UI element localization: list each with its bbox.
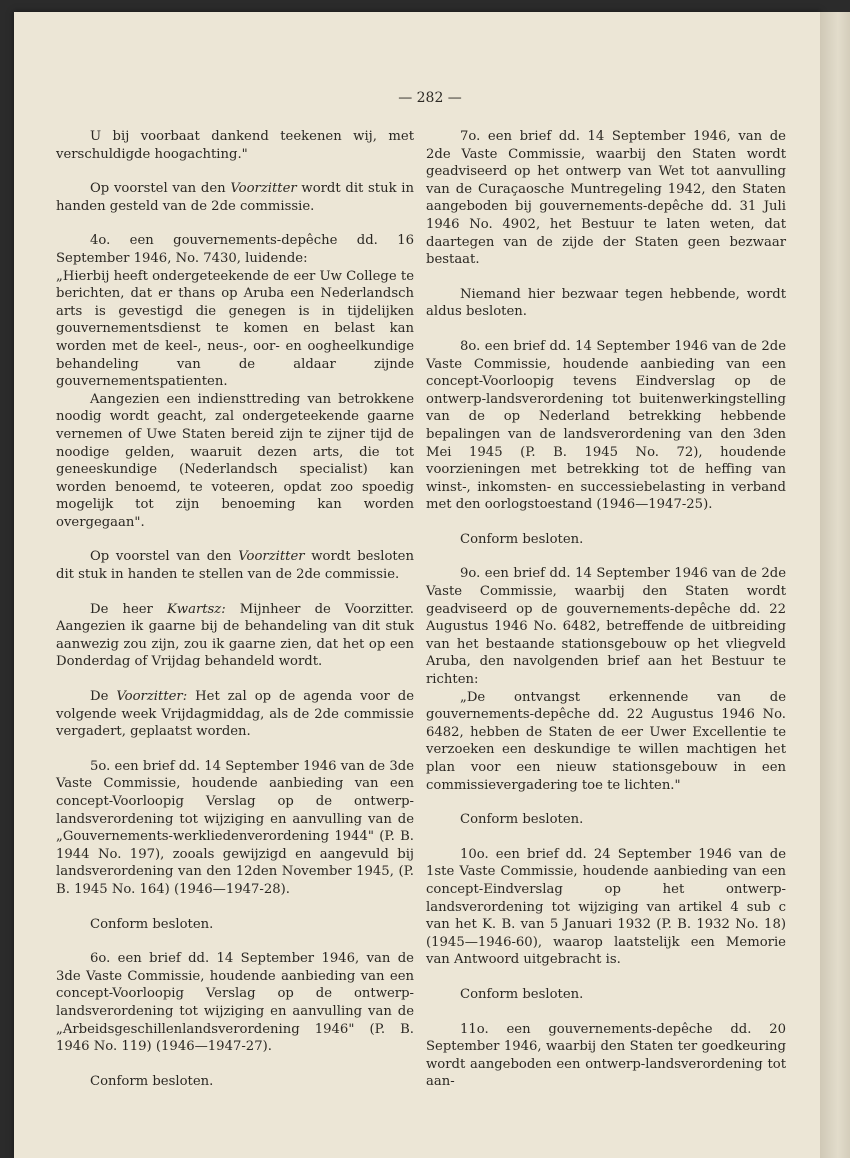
right-column (426, 128, 786, 1091)
item-5o: 5o. een brief dd. 14 September 1946 van de 3de Vaste Commissie, houdende aanbieding van een concept-Voorloopig Verslag op de ontwerp-landsverordening tot wijziging en aanvulling van de „Gouvernements-werkliedenverordening 1944" (P. B. 1944 No. 197), zooals gewijzigd en aangevuld bij landsverordening van den 12den November 1945, (P. B. 1945 No. 164) (1946—1947-28). (56, 758, 414, 897)
resolution-5o: Conform besloten. (90, 916, 214, 932)
left-column (56, 128, 414, 1090)
resolution-6o: Conform besloten. (90, 1073, 214, 1089)
item-10o: 10o. een brief dd. 24 September 1946 van de 1ste Vaste Commissie, houdende aanbieding van een concept-Eindverslag op het ontwerp-landsverordening tot wijziging van artikel 4 sub c van het K. B. van 5 Januari 1932 (P. B. 1932 No. 18) (1945—1946-60), waarop laatstelijk een Memorie van Antwoord uitgebracht is. (426, 846, 786, 968)
quote-depeche: „Hierbij heeft ondergeteekende de eer Uw College te berichten, dat er thans op Aruba een Nederlandsch arts is gevestigd die genegen is in tijdelijken gouvernementsdienst te komen en belast kan worden met de keel-, neus-, oor- en oogheelkundige behandeling van de aldaar zijnde gouvernementspatienten. (56, 268, 414, 390)
quote-9o: „De ontvangst erkennende van de gouvernements-depêche dd. 22 Augustus 1946 No. 6482, hebben de Staten de eer Uwer Excellentie te verzoeken een deskundige te willen machtigen het plan voor een nieuw stationsgebouw in een commissievergadering toe te lichten." (426, 689, 786, 793)
statement-voorzitter: De Voorzitter: Het zal op de agenda voor de volgende week Vrijdagmiddag, als de 2de commissie vergadert, geplaatst worden. (56, 689, 415, 740)
resolution-10o: Conform besloten. (460, 986, 584, 1002)
statement-kwartsz: De heer Kwartsz: Mijnheer de Voorzitter. Aangezien ik gaarne bij de behandeling van dit stuk aanwezig zou zijn, zou ik gaarne zien, dat het op een Donderdag of Vrijdag behandeld wordt. (56, 601, 414, 670)
closing-line: U bij voorbaat dankend teekenen wij, met verschuldigde hoogachting." (56, 129, 414, 162)
resolution-7o: Niemand hier bezwaar tegen hebbende, wordt aldus besloten. (426, 286, 786, 320)
resolution-9o: Conform besloten. (460, 812, 584, 828)
item-6o: 6o. een brief dd. 14 September 1946, van de 3de Vaste Commissie, houdende aanbieding van een concept-Voorloopig Verslag op de ontwerp-landsverordening tot wijziging en aanvulling van de „Arbeidsgeschillenlandsverordening 1946" (P. B. 1946 No. 119) (1946—1947-27). (56, 951, 414, 1055)
item-9o: 9o. een brief dd. 14 September 1946 van de 2de Vaste Commissie, waarbij den Staten wordt geadviseerd op de gouvernements-depêche dd. 22 Augustus 1946 No. 6482, betreffende de uitbreiding van het bestaande stationsgebouw op het vliegveld Aruba, den navolgenden brief aan het Bestuur te richten: (426, 566, 786, 688)
page-number: — 282 — (398, 90, 462, 106)
quote-depeche-continued: Aangezien een indiensttreding van betrokkene noodig wordt geacht, zal ondergeteekende gaarne vernemen of Uwe Staten bereid zijn te zijner tijd de noodige gelden, waaruit dezen arts, die tot geneeskundige (Nederlandsch specialist) kan worden benoemd, te voteeren, opdat zoo spoedig mogelijk tot zijn benoeming kan worden overgegaan". (56, 391, 414, 530)
item-8o: 8o. een brief dd. 14 September 1946 van de 2de Vaste Commissie, houdende aanbieding van een concept-Voorloopig tevens Eindverslag op de ontwerp-landsverordening tot buitenwerkingstelling van de op Nederland betrekking hebbende bepalingen van de landsverordening van den 3den Mei 1945 (P. B. 1945 No. 72), houdende voorzieningen met betrekking tot de heffing van winst-, inkomsten- en successiebelasting in verband met den oorlogstoestand (1946—1947-25). (426, 338, 786, 513)
item-7o: 7o. een brief dd. 14 September 1946, van de 2de Vaste Commissie, waarbij den Staten wordt geadviseerd op het ontwerp van Wet tot aanvulling van de Curaçaosche Muntregeling 1942, den Staten aangeboden bij gouvernements-depêche dd. 31 Juli 1946 No. 4902, het Bestuur te laten weten, dat daartegen van de zijde der Staten geen bezwaar bestaat. (426, 129, 786, 268)
item-4o: 4o. een gouvernements-depêche dd. 16 September 1946, No. 7430, luidende: (56, 233, 414, 266)
page-edge (820, 12, 850, 1158)
paragraph-motion-besloten: Op voorstel van den Voorzitter wordt besloten dit stuk in handen te stellen van de 2de commissie. (56, 549, 414, 583)
item-11o: 11o. een gouvernements-depêche dd. 20 September 1946, waarbij den Staten ter goedkeuring wordt aangeboden een ontwerp-landsverordening tot aan- (426, 1021, 786, 1090)
paragraph-motion-2de-commissie: Op voorstel van den Voorzitter wordt dit stuk in handen gesteld van de 2de commissie. (56, 181, 414, 214)
resolution-8o: Conform besloten. (460, 531, 584, 547)
